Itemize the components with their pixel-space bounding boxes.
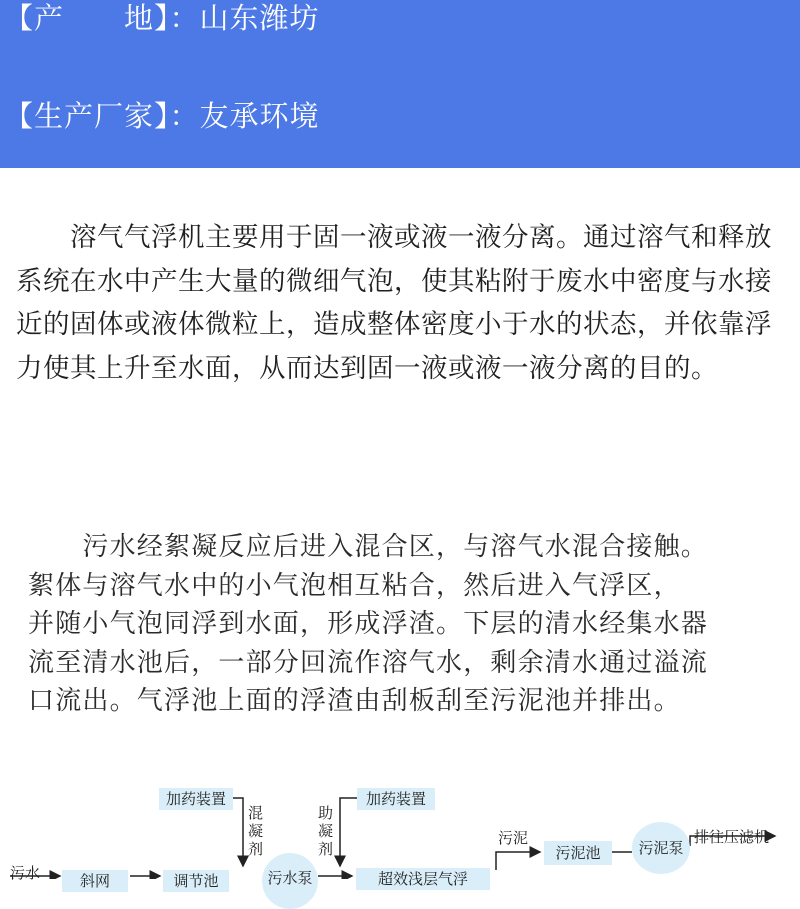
flocculant-feed-line: [340, 798, 357, 866]
sludge-tank-box: 污泥池: [544, 841, 612, 865]
spec-origin-label: 【产 地】：: [4, 1, 200, 35]
process-line: 流至清水池后，一部分回流作溶气水，剩余清水通过溢流: [28, 647, 709, 678]
intro-line: 力使其上升至水面，从而达到固一液或液一液分离的目的。: [16, 352, 718, 384]
coagulant-char: 混: [248, 804, 264, 822]
sludge-label: 污泥: [498, 829, 529, 847]
dosing-device-2: 加药装置: [357, 788, 435, 810]
spec-manufacturer-value: 友承环境: [199, 99, 320, 133]
spec-origin-value: 山东潍坊: [199, 1, 320, 35]
sewage-in-label: 污水: [10, 864, 41, 882]
intro-line: 溶气气浮机主要用于固一液或液一液分离。通过溶气和释放: [16, 222, 772, 253]
screen-box: 斜网: [62, 870, 128, 892]
intro-line: 近的固体或液体微粒上，造成整体密度小于水的状态，并依靠浮: [16, 309, 772, 340]
flotation-box: 超效浅层气浮: [356, 868, 490, 890]
spec-origin: [4, 0, 320, 36]
process-line: 口流出。气浮池上面的浮渣由刮板刮至污泥池并排出。: [28, 686, 681, 716]
sewage-pump: 污水泵: [262, 853, 318, 909]
sludge-pump: 污泥泵: [632, 822, 690, 874]
coagulant-feed-line: [233, 798, 243, 866]
process-line: 污水经絮凝反应后进入混合区，与溶气水混合接触。: [28, 532, 709, 562]
coagulant-char: 凝: [248, 822, 264, 840]
intro-line: 系统在水中产生大量的微细气泡，使其粘附于废水中密度与水接: [16, 265, 772, 297]
flocculant-label: [318, 804, 334, 858]
sludge-line: [496, 852, 540, 870]
spec-manufacturer: [4, 98, 320, 134]
coagulant-label: [248, 804, 264, 858]
filter-press-label: 排往压滤机: [694, 828, 770, 846]
spec-header: [0, 0, 800, 168]
flow-diagram: [0, 770, 800, 890]
spec-manufacturer-label: 【生产厂家】：: [4, 99, 200, 133]
coagulant-char: 剂: [248, 840, 264, 858]
dosing-device-1: 加药装置: [159, 788, 233, 810]
adjust-tank-box: 调节池: [163, 870, 229, 892]
flocculant-char: 助: [318, 804, 334, 822]
process-paragraph: [28, 528, 778, 721]
flocculant-char: 剂: [318, 840, 334, 858]
intro-paragraph: [16, 216, 786, 390]
flocculant-char: 凝: [318, 822, 334, 840]
process-line: 絮体与溶气水中的小气泡相互粘合，然后进入气浮区，: [28, 570, 681, 601]
process-line: 并随小气泡同浮到水面，形成浮渣。下层的清水经集水器: [28, 609, 709, 639]
